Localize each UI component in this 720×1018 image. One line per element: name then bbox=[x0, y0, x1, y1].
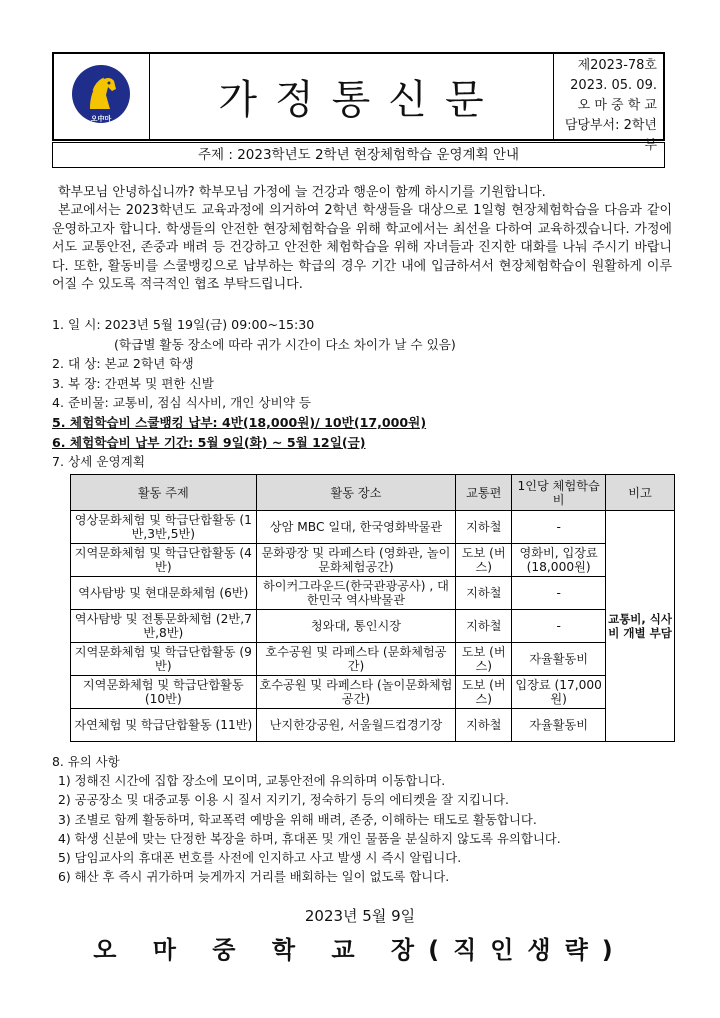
cell-fee: - bbox=[512, 577, 606, 610]
item-dress: 3. 복 장: 간편복 및 편한 신발 bbox=[52, 375, 214, 391]
col-header: 활동 주제 bbox=[71, 475, 257, 511]
doc-number: 제2023-78호 bbox=[577, 58, 657, 73]
cell-topic: 지역문화체험 및 학급단합활동 (10반) bbox=[71, 676, 257, 709]
cell-place: 청와대, 통인시장 bbox=[256, 610, 456, 643]
school-name: 오 마 중 학 교 bbox=[577, 98, 657, 113]
item-payment: 5. 체험학습비 스쿨뱅킹 납부: 4반(18,000원)/ 10반(17,000원) bbox=[52, 414, 427, 430]
letter-header bbox=[52, 52, 665, 153]
table-row bbox=[71, 676, 675, 709]
cell-note: 교통비, 식사비 개별 부담 bbox=[606, 511, 675, 742]
cell-transport: 지하철 bbox=[456, 610, 512, 643]
intro-text bbox=[52, 184, 672, 294]
caution-item: 1) 정해진 시간에 집합 장소에 모이며, 교통안전에 유의하며 이동합니다. bbox=[58, 773, 446, 789]
title-cell bbox=[149, 54, 554, 139]
cell-topic: 지역문화체험 및 학급단합활동 (4반) bbox=[71, 544, 257, 577]
cautions-section bbox=[52, 752, 672, 886]
cell-transport: 지하철 bbox=[456, 577, 512, 610]
cell-topic: 자연체험 및 학급단합활동 (11반) bbox=[71, 709, 257, 742]
table-row bbox=[71, 709, 675, 742]
table-row bbox=[71, 577, 675, 610]
logo-cell bbox=[54, 54, 150, 139]
cell-place: 호수공원 및 라페스타 (놀이문화체험공간) bbox=[256, 676, 456, 709]
department: 담당부서: 2학년부 bbox=[564, 118, 657, 153]
cell-place: 난지한강공원, 서울월드컵경기장 bbox=[256, 709, 456, 742]
principal-signature: 오 마 중 학 교 장(직인생략) bbox=[93, 936, 627, 964]
intro-greeting: 학부모님 안녕하십니까? 학부모님 가정에 늘 건강과 행운이 함께 하시기를 기원합니다. bbox=[58, 185, 546, 200]
item-schedule-title: 7. 상세 운영계획 bbox=[52, 454, 146, 470]
caution-item: 2) 공공장소 및 대중교통 이용 시 질서 지키기, 정숙하기 등의 에티켓을 잘 지킵니다. bbox=[58, 792, 509, 808]
logo-text: 오中마 bbox=[90, 115, 112, 123]
document-title: 가정통신문 bbox=[218, 77, 502, 123]
item-payment-period: 6. 체험학습비 납부 기간: 5월 9일(화) ~ 5월 12일(금) bbox=[52, 434, 366, 450]
cell-place: 상암 MBC 일대, 한국영화박물관 bbox=[256, 511, 456, 544]
cell-transport: 지하철 bbox=[456, 709, 512, 742]
info-list bbox=[52, 315, 672, 472]
table-row bbox=[71, 610, 675, 643]
item-date: 1. 일 시: 2023년 5월 19일(금) 09:00~15:30 bbox=[52, 317, 315, 332]
caution-item: 4) 학생 신분에 맞는 단정한 복장을 하며, 휴대폰 및 개인 물품을 분실하지 않도록 유의합니다. bbox=[58, 830, 561, 846]
cell-transport: 도보 (버스) bbox=[456, 676, 512, 709]
caution-item: 3) 조별로 함께 활동하며, 학교폭력 예방을 위해 배려, 존중, 이해하는 태도로 활동합니다. bbox=[58, 811, 537, 827]
doc-date: 2023. 05. 09. bbox=[570, 78, 657, 93]
table-header-row bbox=[71, 475, 675, 511]
item-supplies: 4. 준비물: 교통비, 점심 식사비, 개인 상비약 등 bbox=[52, 395, 312, 411]
cell-transport: 도보 (버스) bbox=[456, 643, 512, 676]
schedule-table bbox=[70, 474, 675, 742]
footer-date: 2023년 5월 9일 bbox=[304, 907, 416, 925]
item-target: 2. 대 상: 본교 2학년 학생 bbox=[52, 356, 194, 372]
cell-topic: 역사탐방 및 전통문화체험 (2반,7반,8반) bbox=[71, 610, 257, 643]
caution-item: 5) 담임교사의 휴대폰 번호를 사전에 인지하고 사고 발생 시 즉시 알립니다. bbox=[58, 850, 462, 866]
cell-transport: 지하철 bbox=[456, 511, 512, 544]
col-header: 비고 bbox=[606, 475, 675, 511]
item-date-note: (학급별 활동 장소에 따라 귀가 시간이 다소 차이가 날 수 있음) bbox=[114, 336, 456, 352]
cell-topic: 지역문화체험 및 학급단합활동 (9반) bbox=[71, 643, 257, 676]
col-header: 활동 장소 bbox=[256, 475, 456, 511]
col-header: 교통편 bbox=[456, 475, 512, 511]
intro-body: 본교에서는 2023학년도 교육과정에 의거하여 2학년 학생들을 대상으로 1일형 현장체험학습을 다음과 같이 운영하고자 합니다. 학생들의 안전한 현장체험학습을 위해 학교에서는 최선을 다하여 교육하겠습니다. 가정에서도 교통안전, 존중과 배려 등 건강하고 안전한 체험학습을 위해 자녀들과 진지한 대화를 나눠 주시기 바랍니다. 또한, 활동비를 스쿨뱅킹으로 납부하는 학급의 경우 기간 내에 입금하셔서 현장체험학습이 원활하게 이루어질 수 있도록 적극적인 협조 부탁드립니다. bbox=[52, 203, 672, 293]
cell-place: 문화광장 및 라페스타 (영화관, 놀이문화체험공간) bbox=[256, 544, 456, 577]
cell-fee: 영화비, 입장료 (18,000원) bbox=[512, 544, 606, 577]
cell-topic: 역사탐방 및 현대문화체험 (6반) bbox=[71, 577, 257, 610]
cautions-title: 8. 유의 사항 bbox=[52, 754, 120, 769]
cell-fee: 자율활동비 bbox=[512, 709, 606, 742]
cell-topic: 영상문화체험 및 학급단합활동 (1반,3반,5반) bbox=[71, 511, 257, 544]
table-row bbox=[71, 544, 675, 577]
topic-box: 주제 : 2023학년도 2학년 현장체험학습 운영계획 안내 bbox=[52, 142, 665, 168]
cell-fee: - bbox=[512, 511, 606, 544]
meta-cell bbox=[553, 54, 663, 153]
cell-place: 하이커그라운드(한국관광공사) , 대한민국 역사박물관 bbox=[256, 577, 456, 610]
table-row bbox=[71, 511, 675, 544]
cell-transport: 도보 (버스) bbox=[456, 544, 512, 577]
cell-fee: 자율활동비 bbox=[512, 643, 606, 676]
col-header: 1인당 체험학습비 bbox=[512, 475, 606, 511]
cell-fee: - bbox=[512, 610, 606, 643]
cell-place: 호수공원 및 라페스타 (문화체험공간) bbox=[256, 643, 456, 676]
cell-fee: 입장료 (17,000원) bbox=[512, 676, 606, 709]
table-row bbox=[71, 643, 675, 676]
caution-item: 6) 해산 후 즉시 귀가하며 늦게까지 거리를 배회하는 일이 없도록 합니다. bbox=[58, 869, 450, 885]
